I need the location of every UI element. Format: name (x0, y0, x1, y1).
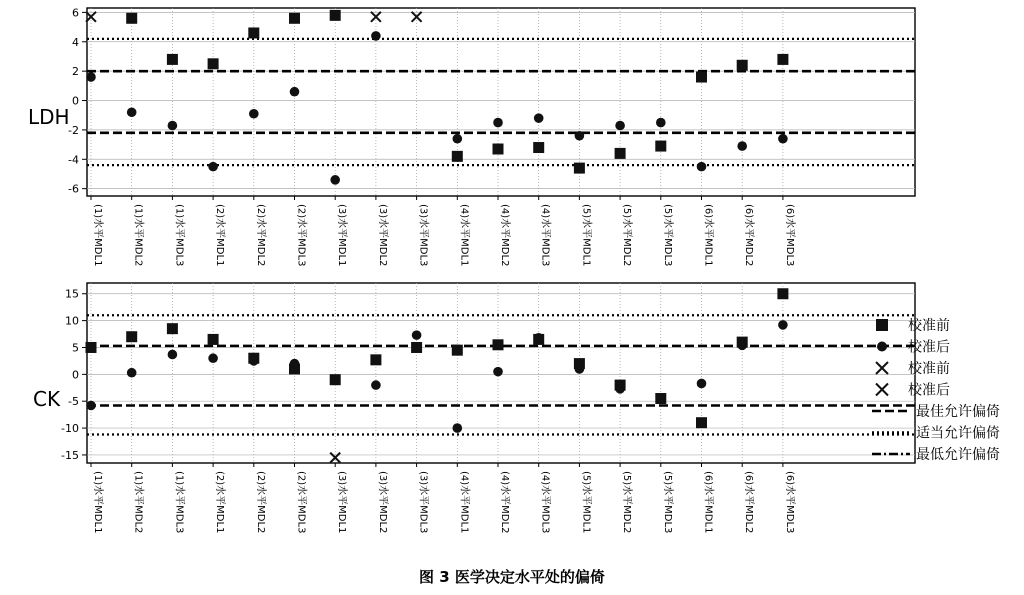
ck-category-label: (4)水平MDL1 (458, 471, 470, 534)
ldh-category-label: (5)水平MDL1 (580, 204, 592, 267)
ldh-point-square (126, 13, 137, 24)
ldh-ytick-label: -6 (68, 182, 79, 196)
ldh-category-label: (1)水平MDL3 (173, 204, 185, 267)
ldh-category-label: (5)水平MDL3 (661, 204, 673, 267)
ldh-point-square (248, 27, 259, 38)
ck-point-circle (615, 384, 625, 394)
legend-label: 校准前 (908, 361, 950, 377)
ck-point-circle (290, 359, 300, 369)
ldh-point-square (533, 142, 544, 153)
ck-point-square (86, 342, 97, 353)
ldh-point-circle (127, 107, 137, 117)
ck-point-square (411, 342, 422, 353)
ldh-point-square (777, 54, 788, 65)
ldh-category-label: (3)水平MDL1 (336, 204, 348, 267)
ck-chart-panel (33, 283, 915, 533)
ldh-point-square (493, 144, 504, 155)
ck-ytick-label: 15 (65, 287, 79, 301)
ldh-point-square (452, 151, 463, 162)
ck-category-label: (1)水平MDL2 (132, 471, 144, 534)
ck-category-label: (3)水平MDL3 (417, 471, 429, 534)
ck-category-label: (1)水平MDL1 (92, 471, 103, 534)
ldh-ytick-label: 0 (72, 94, 79, 108)
ck-point-circle (249, 356, 259, 366)
ldh-point-circle (290, 87, 300, 97)
ck-category-label: (2)水平MDL3 (295, 471, 307, 534)
ldh-category-label: (1)水平MDL2 (132, 204, 144, 267)
ldh-point-circle (493, 118, 503, 128)
ldh-category-label: (5)水平MDL2 (621, 204, 633, 267)
ldh-ytick-label: 2 (72, 65, 79, 79)
legend-label: 校准后 (908, 382, 950, 399)
ldh-point-circle (615, 121, 625, 131)
ck-category-label: (5)水平MDL3 (661, 471, 673, 534)
ck-point-square (126, 331, 137, 342)
ldh-point-circle (208, 162, 218, 172)
ldh-point-circle (575, 131, 585, 141)
ldh-point-square (696, 72, 707, 83)
ldh-category-label: (4)水平MDL2 (499, 204, 510, 267)
ldh-category-label: (2)水平MDL3 (295, 204, 307, 267)
ldh-point-circle (737, 141, 747, 151)
ldh-category-label: (2)水平MDL1 (214, 204, 226, 267)
ldh-point-circle (534, 113, 544, 123)
ck-ytick-label: 0 (72, 368, 79, 382)
ldh-point-square (574, 163, 585, 174)
ldh-point-square (208, 58, 219, 69)
ck-point-circle (453, 423, 463, 433)
ck-ytick-label: 10 (65, 314, 79, 328)
ck-point-circle (412, 330, 422, 340)
ck-ytick-label: -15 (61, 448, 79, 462)
ck-category-label: (2)水平MDL2 (254, 471, 266, 534)
ldh-category-label: (6)水平MDL1 (702, 204, 714, 267)
ck-category-label: (6)水平MDL3 (783, 471, 795, 534)
ck-point-circle (493, 367, 503, 377)
ck-category-label: (5)水平MDL2 (621, 471, 633, 534)
ldh-point-circle (656, 118, 666, 128)
ldh-category-label: (6)水平MDL3 (783, 204, 795, 267)
ldh-point-circle (697, 162, 707, 172)
ck-category-label: (5)水平MDL1 (580, 471, 592, 534)
ldh-point-square (655, 141, 666, 152)
ldh-point-circle (371, 31, 381, 41)
ck-category-label: (4)水平MDL3 (539, 471, 551, 534)
ldh-chart-panel (28, 6, 915, 266)
ck-category-label: (3)水平MDL2 (376, 471, 388, 534)
ldh-point-circle (168, 121, 178, 131)
ck-point-circle (778, 320, 788, 330)
ck-point-square (493, 339, 504, 350)
ldh-point-square (167, 54, 178, 65)
ck-point-circle (127, 368, 137, 378)
ldh-point-square (330, 10, 341, 21)
ck-point-circle (737, 341, 747, 351)
ck-point-circle (86, 401, 96, 411)
ldh-point-circle (249, 109, 259, 119)
ck-point-square (452, 345, 463, 356)
ck-point-circle (575, 364, 585, 374)
legend-marker-circle (877, 342, 887, 352)
ldh-category-label: (4)水平MDL1 (458, 204, 470, 267)
ldh-category-label: (3)水平MDL2 (376, 204, 388, 267)
ck-panel-label: CK (33, 387, 61, 411)
ck-ytick-label: -5 (68, 395, 79, 409)
ck-point-square (696, 417, 707, 428)
ck-category-label: (6)水平MDL2 (743, 471, 755, 534)
ldh-ytick-label: 6 (72, 6, 79, 20)
ldh-ytick-label: -2 (68, 123, 79, 137)
ck-point-circle (208, 353, 218, 363)
ldh-category-label: (1)水平MDL1 (92, 204, 103, 267)
ldh-point-square (615, 148, 626, 159)
ldh-point-circle (453, 134, 463, 144)
legend-label: 最低允许偏倚 (916, 447, 1000, 463)
ldh-point-circle (86, 72, 96, 82)
legend-label: 最佳允许偏倚 (916, 404, 1000, 420)
ldh-point-circle (778, 134, 788, 144)
ck-ytick-label: -10 (61, 422, 79, 436)
ck-point-circle (697, 379, 707, 389)
legend-label: 适当允许偏倚 (916, 425, 1000, 442)
ldh-panel-label: LDH (28, 105, 70, 129)
ck-category-label: (4)水平MDL2 (499, 471, 510, 534)
ck-point-square (777, 288, 788, 299)
ldh-ytick-label: -4 (68, 153, 79, 167)
ck-point-circle (168, 350, 178, 360)
ldh-point-circle (330, 175, 340, 185)
ldh-category-label: (4)水平MDL3 (539, 204, 551, 267)
ldh-category-label: (2)水平MDL2 (254, 204, 266, 267)
ldh-point-square (737, 60, 748, 71)
ck-point-circle (656, 394, 666, 404)
legend-marker-square (876, 319, 888, 331)
legend-label: 校准后 (908, 339, 950, 356)
figure-caption: 图 3 医学决定水平处的偏倚 (419, 568, 605, 586)
ldh-category-label: (3)水平MDL3 (417, 204, 429, 267)
ck-point-square (330, 374, 341, 385)
ck-category-label: (6)水平MDL1 (702, 471, 714, 534)
ck-category-label: (2)水平MDL1 (214, 471, 226, 534)
ck-point-circle (371, 380, 381, 390)
ck-point-square (370, 354, 381, 365)
ck-category-label: (3)水平MDL1 (336, 471, 348, 534)
ldh-ytick-label: 4 (72, 35, 79, 49)
ck-category-label: (1)水平MDL3 (173, 471, 185, 534)
ck-point-square (167, 323, 178, 334)
ck-point-square (208, 334, 219, 345)
ck-ytick-label: 5 (72, 341, 79, 355)
ldh-category-label: (6)水平MDL2 (743, 204, 755, 267)
ldh-point-square (289, 13, 300, 24)
ck-point-circle (534, 333, 544, 343)
legend-label: 校准前 (908, 318, 950, 334)
